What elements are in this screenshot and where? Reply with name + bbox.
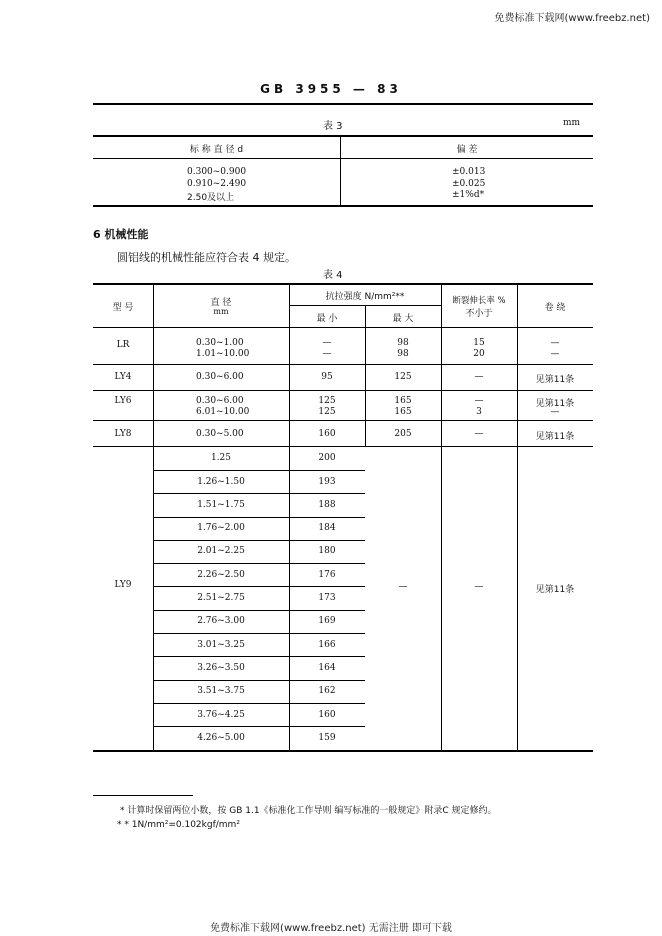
- table-4-header-winding: 卷 绕: [544, 303, 566, 313]
- ly9-min: 193: [318, 477, 336, 487]
- ly9-diameter: 3.01~3.25: [197, 640, 245, 650]
- ly9-min: 184: [318, 523, 336, 533]
- row-max: 125: [394, 372, 412, 382]
- table-4-row-rule: [93, 364, 593, 365]
- ly9-min: 188: [318, 500, 336, 510]
- ly9-diameter: 4.26~5.00: [197, 733, 245, 743]
- ly9-min: 160: [318, 710, 336, 720]
- table-4-title: 表 4: [323, 270, 343, 281]
- ly9-min: 176: [318, 570, 336, 580]
- ly9-winding: 见第11条: [535, 585, 575, 595]
- ly9-min: 166: [318, 640, 336, 650]
- row-diameter: 6.01~10.00: [196, 407, 250, 417]
- table-4-row-rule: [93, 446, 593, 447]
- row-winding: 见第11条: [535, 399, 575, 409]
- site-footer: 免费标准下载网(www.freebz.net) 无需注册 即可下载: [210, 923, 452, 934]
- ly9-row-rule: [153, 540, 365, 541]
- row-winding: —: [550, 338, 560, 348]
- ly9-min: 162: [318, 686, 336, 696]
- table-3-col-deviation: 偏 差: [456, 145, 478, 155]
- table-3-unit: mm: [563, 118, 581, 128]
- row-elongation: 15: [473, 338, 485, 348]
- ly9-diameter: 2.01~2.25: [197, 546, 245, 556]
- ly9-row-rule: [153, 517, 365, 518]
- row-type: LY6: [114, 396, 132, 406]
- row-diameter: 1.01~10.00: [196, 349, 250, 359]
- ly9-row-rule: [153, 563, 365, 564]
- row-max: 165: [394, 396, 412, 406]
- table-4-header-min: 最 小: [316, 314, 338, 324]
- row-elongation: —: [474, 396, 484, 406]
- ly9-diameter: 3.51~3.75: [197, 686, 245, 696]
- ly9-min: 164: [318, 663, 336, 673]
- section-6-paragraph: 圆铝线的机械性能应符合表 4 规定。: [117, 251, 296, 264]
- table-4-header-elongation: 断裂伸长率 %: [452, 296, 506, 306]
- table-4-header-max: 最 大: [392, 314, 414, 324]
- ly9-row-rule: [153, 470, 365, 471]
- ly9-row-rule: [153, 493, 365, 494]
- ly9-row-rule: [153, 726, 365, 727]
- site-header: 免费标准下载网(www.freebz.net): [494, 13, 650, 24]
- row-type: LY4: [114, 372, 132, 382]
- table-4-bottom-rule: [93, 750, 593, 752]
- footnote-2: * * 1N/mm²=0.102kgf/mm²: [117, 820, 240, 830]
- table-4-header-type: 型 号: [112, 303, 134, 313]
- table-4-row-rule: [93, 390, 593, 391]
- ly9-row-rule: [153, 656, 365, 657]
- ly9-row-rule: [153, 703, 365, 704]
- ly9-row-rule: [153, 633, 365, 634]
- table-4-header-strength: 抗拉强度 N/mm²**: [325, 292, 405, 302]
- ly9-diameter: 3.76~4.25: [197, 710, 245, 720]
- table-4-row-rule: [93, 420, 593, 421]
- row-max: 98: [397, 349, 409, 359]
- row-min: 160: [318, 429, 336, 439]
- ly9-row-rule: [153, 586, 365, 587]
- ly9-min: 169: [318, 616, 336, 626]
- table-4-header-diameter: 直 径: [210, 298, 232, 308]
- table-3-deviation: ±1%d*: [452, 190, 485, 200]
- table-3-title: 表 3: [323, 121, 343, 132]
- ly9-diameter: 3.26~3.50: [197, 663, 245, 673]
- table-4-header-diameter-unit: mm: [213, 307, 229, 316]
- row-max: 98: [397, 338, 409, 348]
- row-elongation: 3: [476, 407, 482, 417]
- table-3-deviation: ±0.013: [452, 167, 486, 177]
- footnote-1: * 计算时保留两位小数，按 GB 1.1《标准化工作导则 编写标准的一般规定》附录C 规定修约。: [120, 806, 497, 816]
- table-3-bottom-rule: [93, 205, 593, 207]
- row-winding: —: [550, 407, 560, 417]
- row-elongation: —: [474, 429, 484, 439]
- ly9-min: 159: [318, 733, 336, 743]
- table-3-diameter: 2.50及以上: [187, 193, 235, 203]
- header-rule: [93, 103, 593, 105]
- footnote-rule: [93, 795, 193, 796]
- table-3-top-rule: [93, 135, 593, 137]
- ly9-diameter: 1.76~2.00: [197, 523, 245, 533]
- ly9-diameter: 2.26~2.50: [197, 570, 245, 580]
- ly9-diameter: 1.25: [210, 453, 232, 463]
- ly9-min: 173: [318, 593, 336, 603]
- row-max: 205: [394, 429, 412, 439]
- row-min: 125: [318, 407, 336, 417]
- ly9-diameter: 2.76~3.00: [197, 616, 245, 626]
- ly9-diameter: 1.51~1.75: [197, 500, 245, 510]
- row-winding: 见第11条: [535, 432, 575, 442]
- row-max: 165: [394, 407, 412, 417]
- table-3-header-rule: [93, 158, 593, 159]
- ly9-max: —: [398, 582, 408, 592]
- table-3-diameter: 0.910~2.490: [187, 179, 247, 189]
- row-diameter: 0.30~1.00: [196, 338, 244, 348]
- ly9-diameter: 2.51~2.75: [197, 593, 245, 603]
- row-type: LR: [116, 340, 130, 350]
- document-code: GB 3955 — 83: [260, 82, 402, 96]
- ly9-row-rule: [153, 610, 365, 611]
- ly9-min: 200: [318, 453, 336, 463]
- ly9-min: 180: [318, 546, 336, 556]
- row-min: —: [322, 349, 332, 359]
- row-elongation: —: [474, 372, 484, 382]
- row-type: LY9: [114, 580, 132, 590]
- row-elongation: 20: [473, 349, 485, 359]
- table-3-deviation: ±0.025: [452, 179, 486, 189]
- row-diameter: 0.30~5.00: [196, 429, 244, 439]
- table-4-header-not-less-than: 不小于: [465, 309, 493, 319]
- ly9-diameter: 1.26~1.50: [197, 477, 245, 487]
- row-diameter: 0.30~6.00: [196, 372, 244, 382]
- section-6-heading: 6 机械性能: [93, 228, 149, 241]
- ly9-row-rule: [153, 680, 365, 681]
- row-winding: 见第11条: [535, 375, 575, 385]
- row-min: —: [322, 338, 332, 348]
- row-type: LY8: [114, 429, 132, 439]
- row-min: 95: [321, 372, 333, 382]
- row-min: 125: [318, 396, 336, 406]
- table-3-diameter: 0.300~0.900: [187, 167, 247, 177]
- table-4-header-rule: [93, 327, 593, 328]
- table-4-top-rule: [93, 283, 593, 285]
- ly9-elongation: —: [474, 582, 484, 592]
- table-3-col-diameter: 标 称 直 径 d: [189, 145, 244, 155]
- row-diameter: 0.30~6.00: [196, 396, 244, 406]
- row-winding: —: [550, 349, 560, 359]
